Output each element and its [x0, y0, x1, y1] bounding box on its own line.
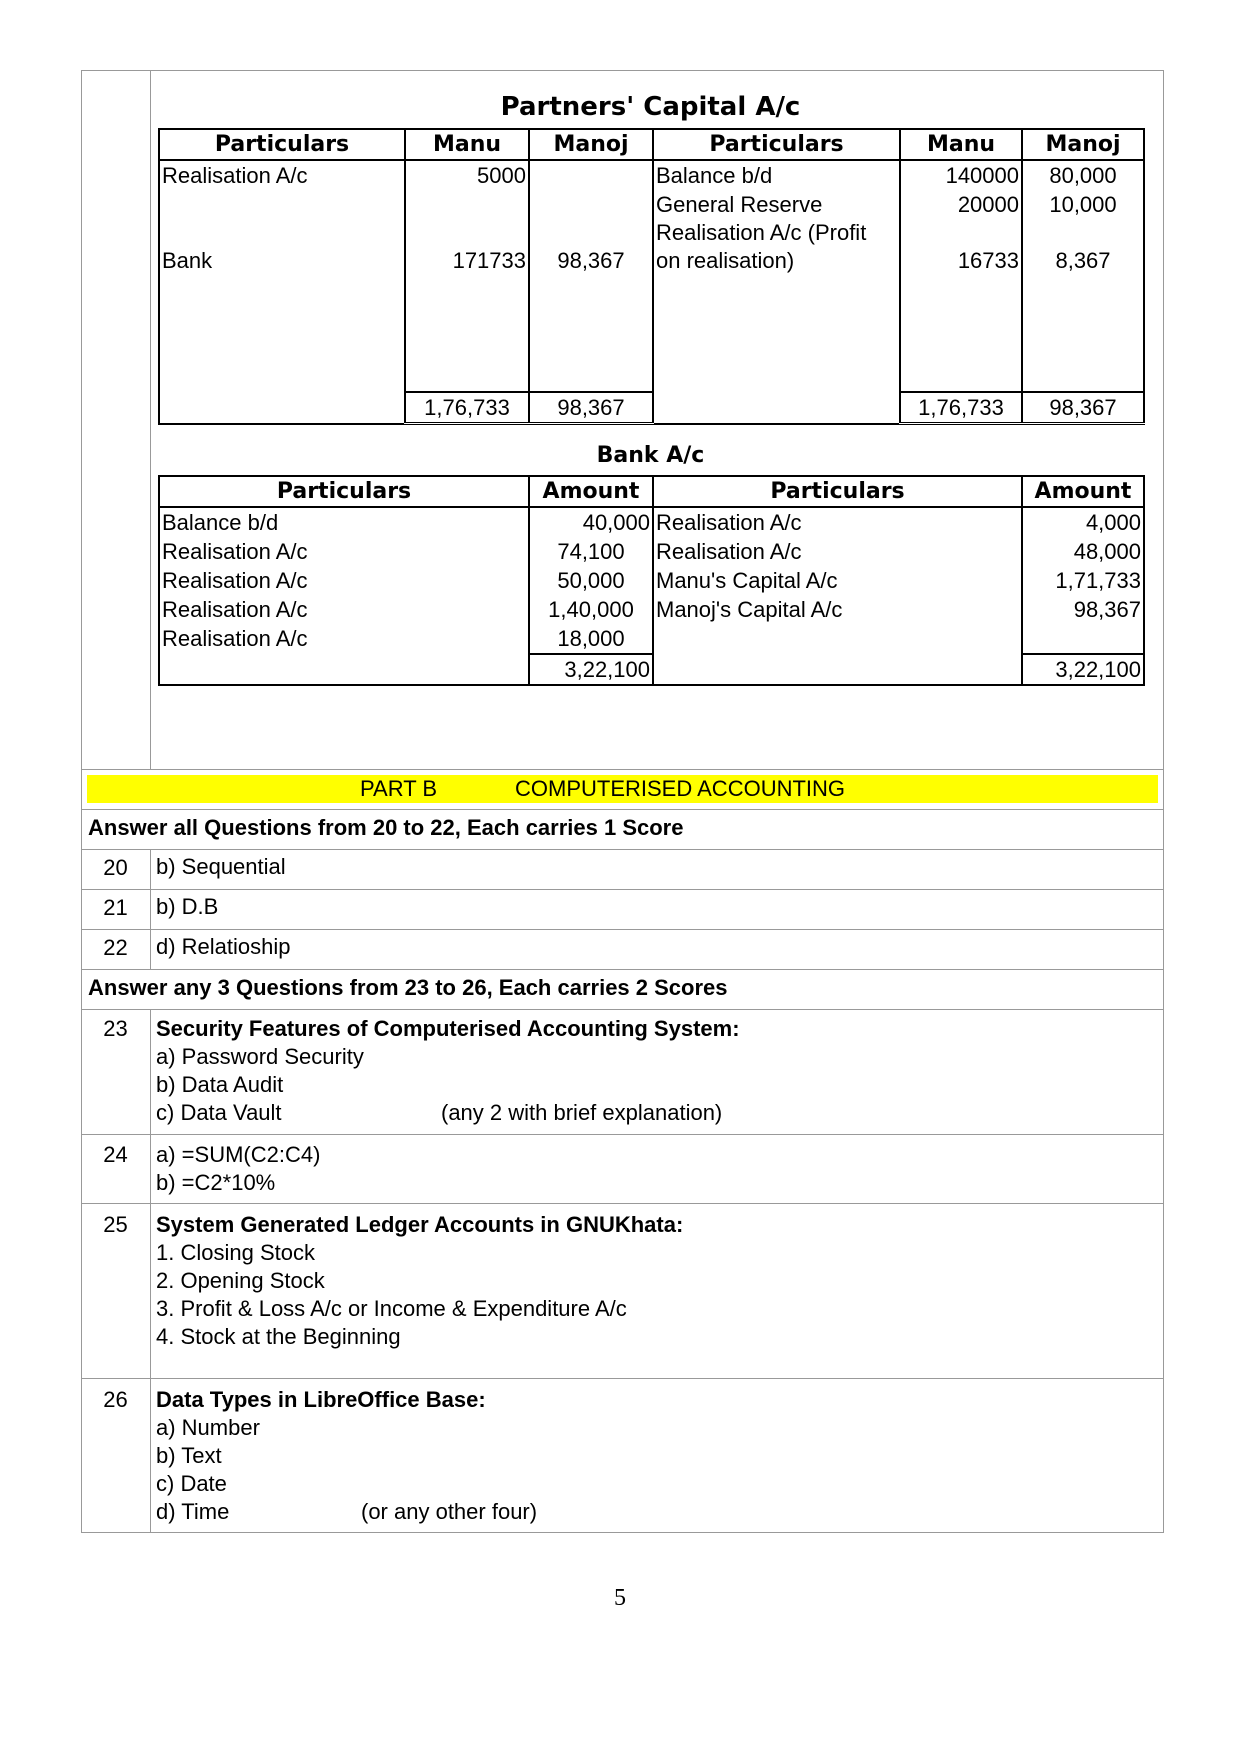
column-header: Particulars — [653, 476, 1022, 507]
table-row — [159, 566, 1144, 595]
total-manu: 1,76,733 — [900, 392, 1022, 424]
answer-line: c) Date — [156, 1471, 227, 1496]
bank-account-title: Bank A/c — [596, 443, 705, 468]
cell-manu: 171733 — [405, 219, 529, 275]
cell-particulars: Manoj's Capital A/c — [653, 595, 1022, 624]
answer-note: (any 2 with brief explanation) — [441, 1100, 723, 1125]
answer-text: d) Relatioship — [156, 934, 291, 959]
page-number: 5 — [614, 1585, 626, 1611]
answer-line: 4. Stock at the Beginning — [156, 1324, 401, 1349]
answer-heading: Security Features of Computerised Accounting System: — [156, 1016, 740, 1041]
cell-particulars: Realisation A/c — [159, 566, 529, 595]
column-header: Manoj — [1022, 129, 1144, 160]
question-number: 25 — [103, 1212, 128, 1237]
total-amount: 3,22,100 — [1022, 654, 1144, 685]
answer-line: 3. Profit & Loss A/c or Income & Expenditure A/c — [156, 1296, 627, 1321]
table-row — [159, 595, 1144, 624]
answer-line: b) Data Audit — [156, 1072, 284, 1097]
cell-manu: 5000 — [405, 160, 529, 190]
cell-particulars: Realisation A/c — [653, 537, 1022, 566]
cell-amount: 4,000 — [1022, 507, 1144, 537]
answer-block — [156, 1015, 740, 1127]
instruction-heading: Answer any 3 Questions from 23 to 26, Each carries 2 Scores — [88, 975, 728, 1000]
part-label: PART B — [360, 776, 438, 801]
totals-row — [159, 392, 1144, 424]
answer-line: a) Number — [156, 1415, 260, 1440]
cell-amount: 40,000 — [529, 507, 653, 537]
question-number: 22 — [103, 935, 128, 960]
cell-particulars: Realisation A/c — [159, 624, 529, 654]
answer-note: (or any other four) — [361, 1499, 538, 1524]
cell-amount: 18,000 — [529, 624, 653, 654]
table-row — [159, 624, 1144, 654]
totals-row — [159, 654, 1144, 685]
answer-line: b) Text — [156, 1443, 222, 1468]
particulars-line: Realisation A/c (Profit — [656, 220, 867, 245]
answer-text: b) D.B — [156, 894, 219, 919]
bank-account-table — [158, 475, 1145, 686]
answer-line: d) Time — [156, 1499, 230, 1524]
cell-amount: 48,000 — [1022, 537, 1144, 566]
answer-heading: System Generated Ledger Accounts in GNUKhata: — [156, 1212, 684, 1237]
capital-account-title: Partners' Capital A/c — [500, 92, 801, 122]
cell-manoj: 10,000 — [1022, 190, 1144, 219]
column-header: Amount — [1022, 476, 1144, 507]
table-row — [159, 507, 1144, 537]
table-row — [159, 190, 1144, 219]
column-header: Manu — [405, 129, 529, 160]
question-number: 21 — [103, 895, 128, 920]
column-header: Manoj — [529, 129, 653, 160]
cell-manoj: 80,000 — [1022, 160, 1144, 190]
table-row — [159, 537, 1144, 566]
column-header: Particulars — [159, 476, 529, 507]
cell-manoj — [529, 160, 653, 190]
instruction-heading: Answer all Questions from 20 to 22, Each carries 1 Score — [88, 815, 684, 840]
question-number: 20 — [103, 855, 128, 880]
cell-manu: 20000 — [900, 190, 1022, 219]
total-manoj: 98,367 — [529, 392, 653, 424]
cell-particulars: General Reserve — [653, 190, 900, 219]
question-number: 23 — [103, 1016, 128, 1041]
partners-capital-table — [158, 128, 1145, 425]
question-number: 26 — [103, 1387, 128, 1412]
answer-line: c) Data Vault — [156, 1100, 282, 1125]
cell-particulars: Bank — [159, 219, 405, 275]
cell-particulars: Balance b/d — [159, 507, 529, 537]
cell-particulars: Realisation A/c — [159, 595, 529, 624]
cell-amount: 1,71,733 — [1022, 566, 1144, 595]
question-number: 24 — [103, 1142, 128, 1167]
cell-manu: 16733 — [900, 219, 1022, 275]
question-number-column-divider — [150, 70, 151, 769]
table-row — [159, 160, 1144, 190]
particulars-line: on realisation) — [656, 248, 795, 273]
cell-amount: 74,100 — [529, 537, 653, 566]
section-title: COMPUTERISED ACCOUNTING — [515, 776, 846, 801]
cell-manoj: 98,367 — [529, 219, 653, 275]
answer-line: a) Password Security — [156, 1044, 364, 1069]
answer-line: a) =SUM(C2:C4) — [156, 1142, 321, 1167]
table-row — [159, 219, 1144, 275]
answer-line: b) =C2*10% — [156, 1170, 276, 1195]
column-header: Particulars — [653, 129, 900, 160]
cell-particulars — [653, 219, 900, 275]
cell-particulars: Realisation A/c — [653, 507, 1022, 537]
cell-manu: 140000 — [900, 160, 1022, 190]
answer-line: 2. Opening Stock — [156, 1268, 325, 1293]
column-header: Particulars — [159, 129, 405, 160]
answer-heading: Data Types in LibreOffice Base: — [156, 1387, 486, 1412]
answer-block — [156, 1386, 537, 1526]
column-header: Manu — [900, 129, 1022, 160]
cell-particulars: Balance b/d — [653, 160, 900, 190]
cell-amount: 98,367 — [1022, 595, 1144, 624]
cell-manoj: 8,367 — [1022, 219, 1144, 275]
column-header: Amount — [529, 476, 653, 507]
answer-line: 1. Closing Stock — [156, 1240, 315, 1265]
cell-amount: 50,000 — [529, 566, 653, 595]
cell-particulars: Realisation A/c — [159, 160, 405, 190]
table-header-row — [159, 476, 1144, 507]
cell-particulars: Manu's Capital A/c — [653, 566, 1022, 595]
cell-particulars: Realisation A/c — [159, 537, 529, 566]
total-amount: 3,22,100 — [529, 654, 653, 685]
cell-amount: 1,40,000 — [529, 595, 653, 624]
total-manoj: 98,367 — [1022, 392, 1144, 424]
answer-block — [156, 1141, 320, 1197]
answer-block — [156, 1211, 683, 1351]
table-header-row — [159, 129, 1144, 160]
answer-text: b) Sequential — [156, 854, 286, 879]
total-manu: 1,76,733 — [405, 392, 529, 424]
